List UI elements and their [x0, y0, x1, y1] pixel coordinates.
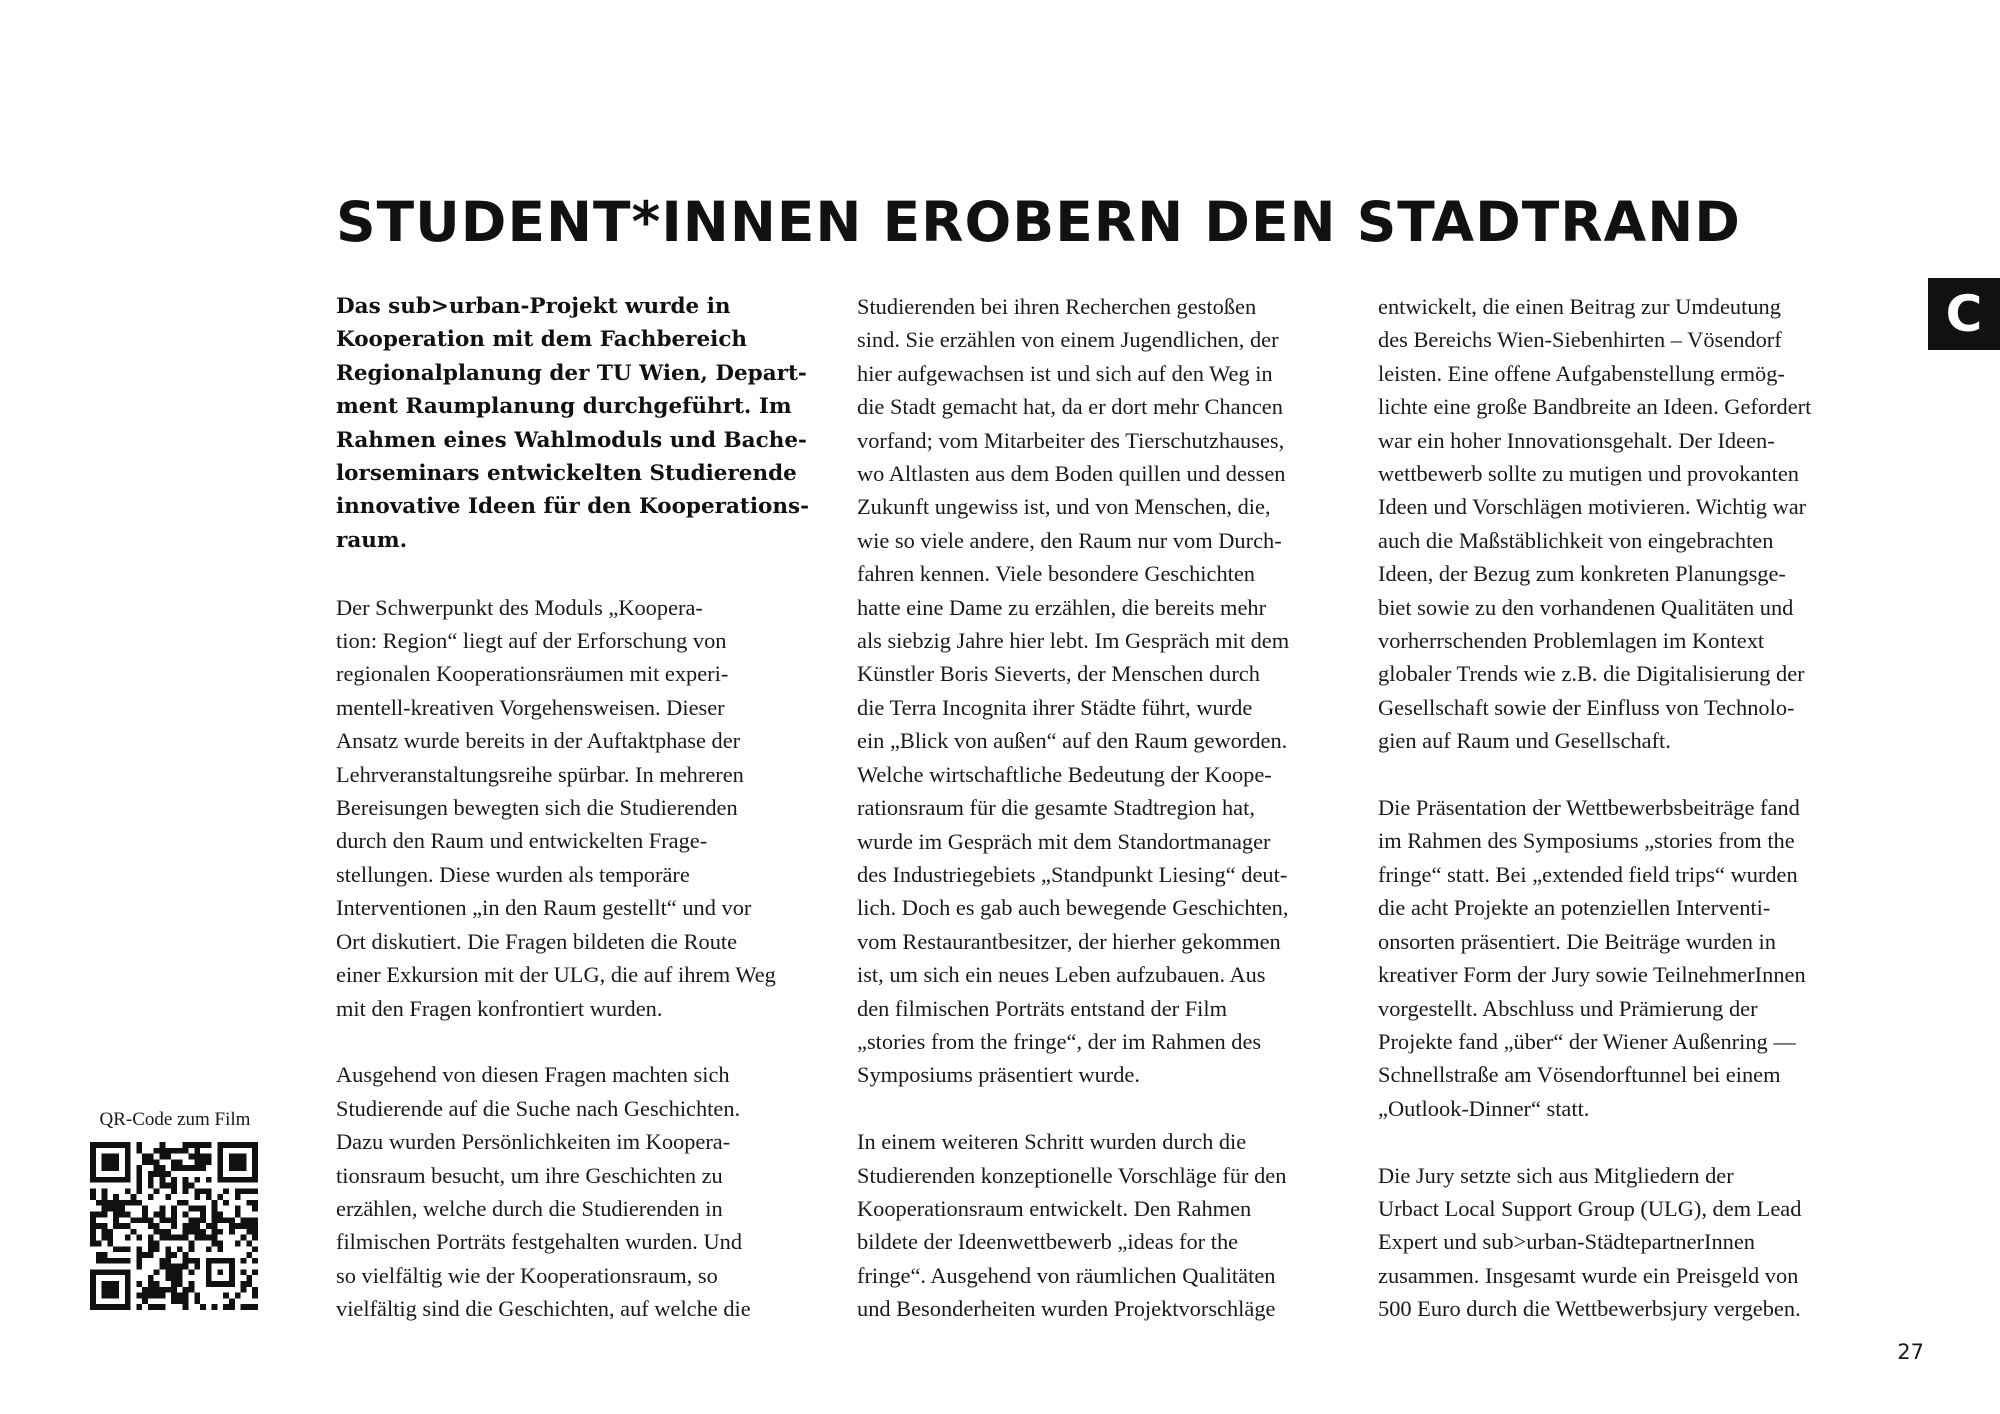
text-column-2 [857, 290, 1357, 1326]
body-paragraph: Ausgehend von diesen Fragen machten sich Studierende auf die Suche nach Geschichten. Dazu wurden Persönlichkeiten im Koopera- tionsraum besucht, um ihre Geschichten zu erzählen, welche durch die Studierenden in filmischen Porträts festgehalten wurden. Und so vielfältig wie der Kooperationsraum, so vielfältig sind die Geschichten, auf welche die [336, 1062, 751, 1322]
page-title: STUDENT*INNEN EROBERN DEN STADTRAND [336, 190, 1741, 254]
lead-paragraph: Das sub>urban-Projekt wurde in Kooperation mit dem Fachbereich Regionalplanung der TU Wien, Depart- ment Raumplanung durchgeführt. Im Rahmen eines Wahlmoduls und Bache- lorseminars entwickelten Studierende innovative Ideen für den Kooperations- raum. [336, 294, 809, 553]
page-number: 27 [1897, 1340, 1924, 1364]
text-column-1 [336, 290, 836, 1326]
section-tab: C [1928, 278, 2000, 350]
body-paragraph: entwickelt, die einen Beitrag zur Umdeutung des Bereichs Wien-Siebenhirten – Vösendorf leisten. Eine offene Aufgabenstellung ermög- lichte eine große Bandbreite an Ideen. Gefordert war ein hoher Innovationsgehalt. Der Ideen- wettbewerb sollte zu mutigen und provokanten Ideen und Vorschlägen motivieren. Wichtig war auch die Maßstäblichkeit von eingebrachten Ideen, der Bezug zum konkreten Planungsge- biet sowie zu den vorhandenen Qualitäten und vorherrschenden Problemlagen im Kontext globaler Trends wie z.B. die Digitalisierung der Gesellschaft sowie der Einfluss von Technolo- gien auf Raum und Gesellschaft. [1378, 294, 1812, 754]
body-paragraph: Die Präsentation der Wettbewerbsbeiträge fand im Rahmen des Symposiums „stories from the fringe“ statt. Bei „extended field trips“ wurden die acht Projekte an potenziellen Interventi- onsorten präsentiert. Die Beiträge wurden in kreativer Form der Jury sowie TeilnehmerInnen vorgestellt. Abschluss und Prämierung der Projekte fand „über“ der Wiener Außenring — Schnellstraße am Vösendorftunnel bei einem „Outlook-Dinner“ statt. [1378, 795, 1806, 1121]
qr-code-image[interactable] [90, 1142, 258, 1310]
text-column-3 [1378, 290, 1878, 1326]
body-paragraph: In einem weiteren Schritt wurden durch die Studierenden konzeptionelle Vorschläge für den Kooperationsraum entwickelt. Den Rahmen bildete der Ideenwettbewerb „ideas for the fringe“. Ausgehend von räumlichen Qualitäten und Besonderheiten wurden Projektvorschläge [857, 1129, 1287, 1322]
qr-code-caption: QR-Code zum Film [99, 1109, 251, 1130]
body-paragraph: Die Jury setzte sich aus Mitgliedern der Urbact Local Support Group (ULG), dem Lead Expert und sub>urban-StädtepartnerInnen zusammen. Insgesamt wurde ein Preisgeld von 500 Euro durch die Wettbewerbsjury vergeben. [1378, 1162, 1802, 1322]
body-paragraph: Studierenden bei ihren Recherchen gestoßen sind. Sie erzählen von einem Jugendlichen, der hier aufgewachsen ist und sich auf den Weg in die Stadt gemacht hat, da er dort mehr Chancen vorfand; vom Mitarbeiter des Tierschutzhauses, wo Altlasten aus dem Boden quillen und dessen Zukunft ungewiss ist, und von Menschen, die, wie so viele andere, den Raum nur vom Durch- fahren kennen. Viele besondere Geschichten hatte eine Dame zu erzählen, die bereits mehr als siebzig Jahre hier lebt. Im Gespräch mit dem Künstler Boris Sieverts, der Menschen durch die Terra Incognita ihrer Städte führt, wurde ein „Blick von außen“ auf den Raum geworden. Welche wirtschaftliche Bedeutung der Koope- rationsraum für die gesamte Stadtregion hat, wurde im Gespräch mit dem Standortmanager des Industriegebiets „Standpunkt Liesing“ deut- lich. Doch es gab auch bewegende Geschichten, vom Restaurantbesitzer, der hierher gekommen ist, um sich ein neues Leben aufzubauen. Aus den filmischen Porträts entstand der Film „stories from the fringe“, der im Rahmen des Symposiums präsentiert wurde. [857, 294, 1290, 1088]
body-paragraph: Der Schwerpunkt des Moduls „Koopera- tion: Region“ liegt auf der Erforschung von regionalen Kooperationsräumen mit experi- mentell-kreativen Vorgehensweisen. Dieser Ansatz wurde bereits in der Auftaktphase der Lehrveranstaltungsreihe spürbar. In mehreren Bereisungen bewegten sich die Studierenden durch den Raum und entwickelten Frage- stellungen. Diese wurden als temporäre Interventionen „in den Raum gestellt“ und vor Ort diskutiert. Die Fragen bildeten die Route einer Exkursion mit der ULG, die auf ihrem Weg mit den Fragen konfrontiert wurden. [336, 594, 776, 1021]
